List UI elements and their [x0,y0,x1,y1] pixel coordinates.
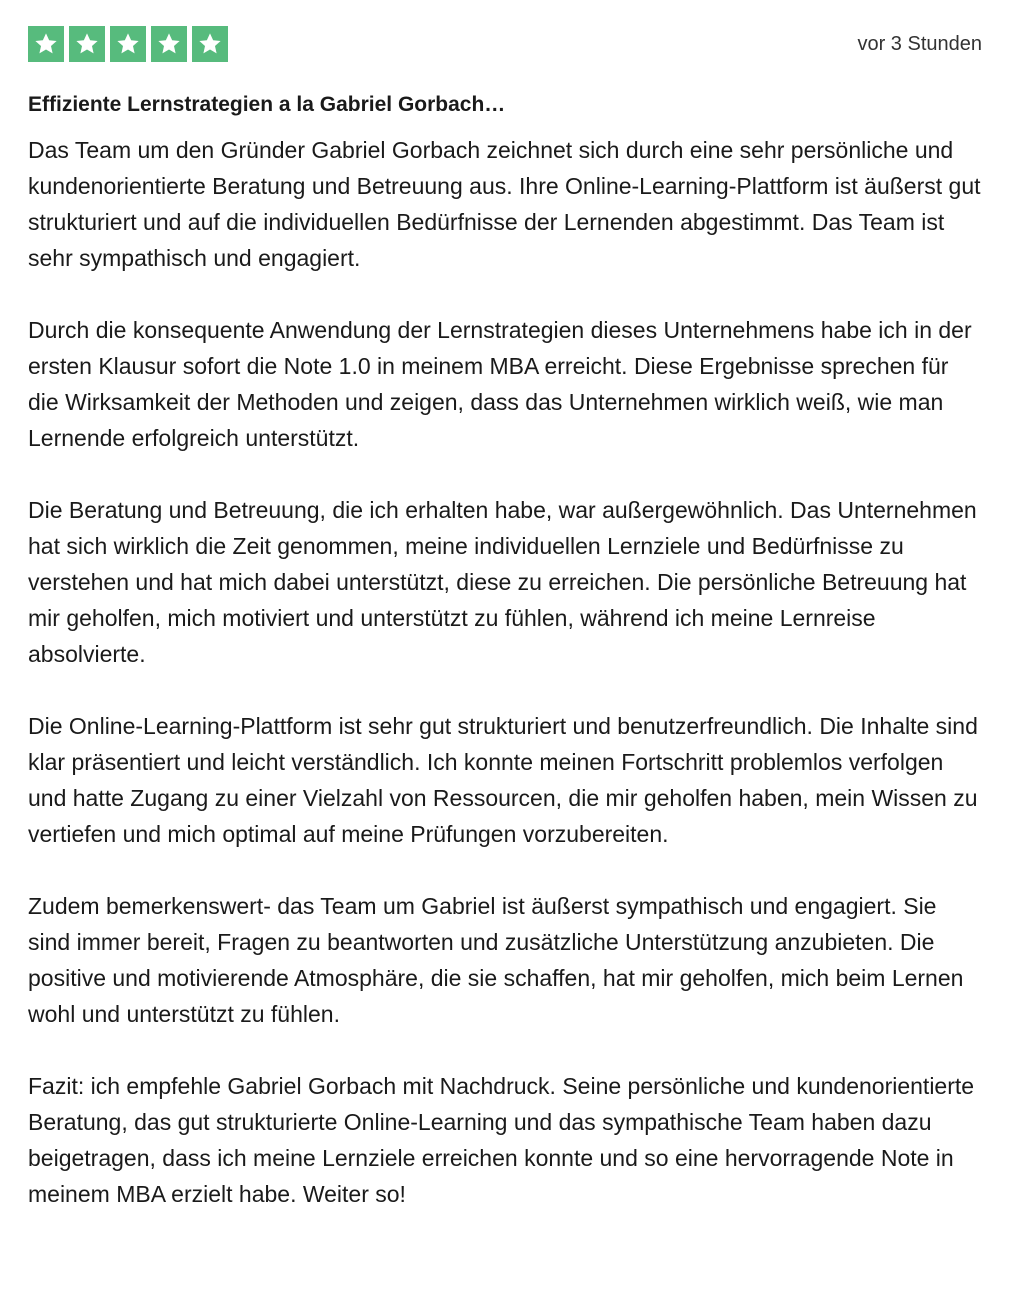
star-icon [28,26,64,62]
review-paragraph: Die Online-Learning-Plattform ist sehr gut strukturiert und benutzerfreundlich. Die Inhalte sind klar präsentiert und leicht verständlich. Ich konnte meinen Fortschritt problemlos verfolgen und hatte Zugang zu einer Vielzahl von Ressourcen, die mir geholfen haben, mein Wissen zu vertiefen und mich optimal auf meine Prüfungen vorzubereiten. [28,713,978,847]
star-icon [151,26,187,62]
review-card [28,26,984,1212]
star-rating [28,26,228,62]
star-icon [192,26,228,62]
review-paragraph: Durch die konsequente Anwendung der Lernstrategien dieses Unternehmens habe ich in der ersten Klausur sofort die Note 1.0 in meinem MBA erreicht. Diese Ergebnisse sprechen für die Wirksamkeit der Methoden und zeigen, dass das Unternehmen wirklich weiß, wie man Lernende erfolgreich unterstützt. [28,317,972,451]
review-paragraph: Zudem bemerkenswert- das Team um Gabriel ist äußerst sympathisch und engagiert. Sie sind immer bereit, Fragen zu beantworten und zusätzliche Unterstützung anzubieten. Die positive und motivierende Atmosphäre, die sie schaffen, hat mir geholfen, mich beim Lernen wohl und unterstützt zu fühlen. [28,893,964,1027]
review-body [28,132,984,1212]
review-paragraph: Fazit: ich empfehle Gabriel Gorbach mit Nachdruck. Seine persönliche und kundenorientierte Beratung, das gut strukturierte Online-Learning und das sympathische Team haben dazu beigetragen, dass ich meine Lernziele erreichen konnte und so eine hervorragende Note in meinem MBA erzielt habe. Weiter so! [28,1073,975,1207]
review-paragraph: Das Team um den Gründer Gabriel Gorbach zeichnet sich durch eine sehr persönliche und kundenorientierte Beratung und Betreuung aus. Ihre Online-Learning-Plattform ist äußerst gut strukturiert und auf die individuellen Bedürfnisse der Lernenden abgestimmt. Das Team ist sehr sympathisch und engagiert. [28,137,981,271]
review-header [28,26,984,62]
review-date: vor 3 Stunden [857,32,982,55]
star-icon [69,26,105,62]
review-paragraph: Die Beratung und Betreuung, die ich erhalten habe, war außergewöhnlich. Das Unternehmen hat sich wirklich die Zeit genommen, meine individuellen Lernziele und Bedürfnisse zu verstehen und hat mich dabei unterstützt, diese zu erreichen. Die persönliche Betreuung hat mir geholfen, mich motiviert und unterstützt zu fühlen, während ich meine Lernreise absolvierte. [28,497,977,667]
star-icon [110,26,146,62]
review-title: Effiziente Lernstrategien a la Gabriel Gorbach… [28,93,506,116]
